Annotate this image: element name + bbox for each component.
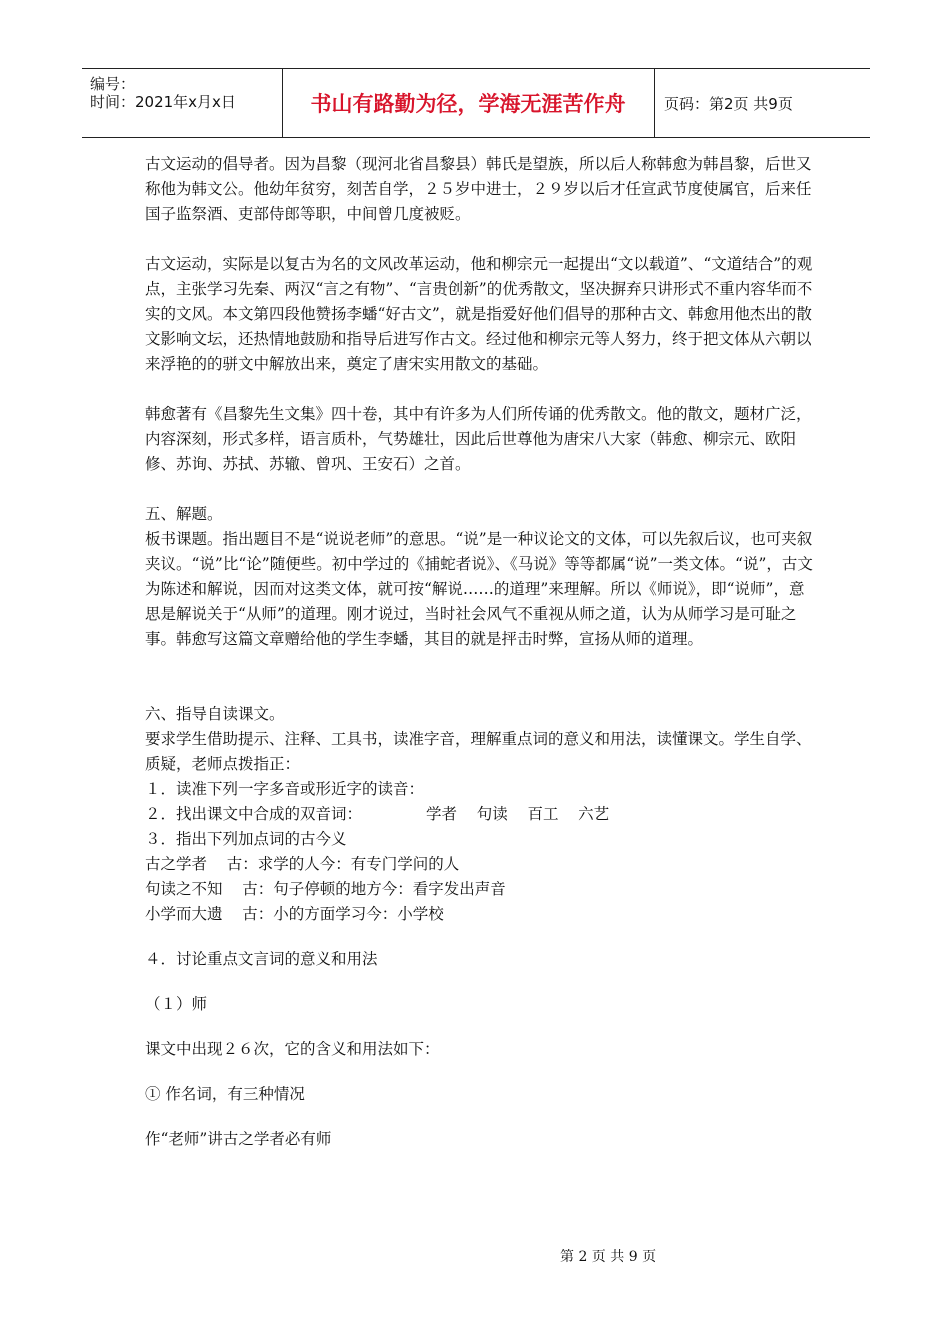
example-line-3: 小学而大遗 古：小的方面学习今：小学校 [145,905,444,923]
paragraph-intro: 古文运动的倡导者。因为昌黎（现河北省昌黎县）韩氏是望族，所以后人称韩愈为韩昌黎，后世又称他为韩文公。他幼年贫穷，刻苦自学，２５岁中进士，２９岁以后才任宣武节度使属官，后来任国子监祭酒、吏部侍郎等职，中间曾几度被贬。 [145,155,812,223]
list-item-1: １．读准下列一字多音或形近字的读音： [145,780,425,798]
paragraph-occurrences: 课文中出现２６次，它的含义和用法如下： [145,1040,440,1058]
paragraph-title-explanation: 板书课题。指出题目不是“说说老师”的意思。“说”是一种议论文的文体，可以先叙后议，也可夹叙夹议。“说”比“论”随便些。初中学过的《捕蛇者说》、《马说》等等都属“说”一类文体。“说”，古文为陈述和解说，因而对这类文体，就可按“解说……的道理”来理解。所以《师说》，即“说师”，意思是解说关于“从师”的道理。刚才说过，当时社会风气不重视从师之道，认为从师学习是可耻之事。韩愈写这篇文章赠给他的学生李蟠，其目的就是抨击时弊，宣扬从师的道理。 [145,530,813,648]
document-body [145,152,815,1152]
paragraph-requirements: 要求学生借助提示、注释、工具书，读准字音，理解重点词的意义和用法，读懂课文。学生自学、质疑，老师点拨指正： [145,730,812,773]
section-heading-6: 六、指导自读课文。 [145,705,285,723]
section-heading-5: 五、解题。 [145,505,223,523]
paragraph-noun-usage: ① 作名词，有三种情况 [145,1085,305,1103]
paragraph-works: 韩愈著有《昌黎先生文集》四十卷，其中有许多为人们所传诵的优秀散文。他的散文，题材广泛，内容深刻，形式多样，语言质朴，气势雄壮，因此后世尊他为唐宋八大家（韩愈、柳宗元、欧阳修、苏询、苏拭、苏辙、曾巩、王安石）之首。 [145,405,812,473]
subheading-shi: （１）师 [145,995,208,1013]
paragraph-teacher-meaning: 作“老师”讲古之学者必有师 [145,1130,332,1148]
header-motto: 书山有路勤为径，学海无涯苦作舟 [282,69,655,137]
document-time: 时间：2021年x月x日 [90,93,236,111]
page-footer: 第 2 页 共 9 页 [560,1249,657,1265]
header-page-info: 页码：第2页 共9页 [664,94,793,113]
example-line-2: 句读之不知 古：句子停顿的地方今：看字发出声音 [145,880,506,898]
header-meta [82,69,283,137]
page-header [82,68,870,138]
list-item-4: ４．讨论重点文言词的意义和用法 [145,950,378,968]
example-line-1: 古之学者 古：求学的人今：有专门学问的人 [145,855,460,873]
paragraph-movement: 古文运动，实际是以复古为名的文风改革运动，他和柳宗元一起提出“文以载道”、“文道结合”的观点，主张学习先秦、两汉“言之有物”、“言贵创新”的优秀散文，坚决摒弃只讲形式不重内容华而不实的文风。本文第四段他赞扬李蟠“好古文”，就是指爱好他们倡导的那种古文、韩愈用他杰出的散文影响文坛，还热情地鼓励和指导后进写作古文。经过他和柳宗元等人努力，终于把文体从六朝以来浮艳的的骈文中解放出来，奠定了唐宋实用散文的基础。 [145,255,813,373]
list-item-2: ２．找出课文中合成的双音词： 学者 句读 百工 六艺 [145,805,610,823]
list-item-3: ３．指出下列加点词的古今义 [145,830,347,848]
document-number: 编号： [90,75,136,93]
